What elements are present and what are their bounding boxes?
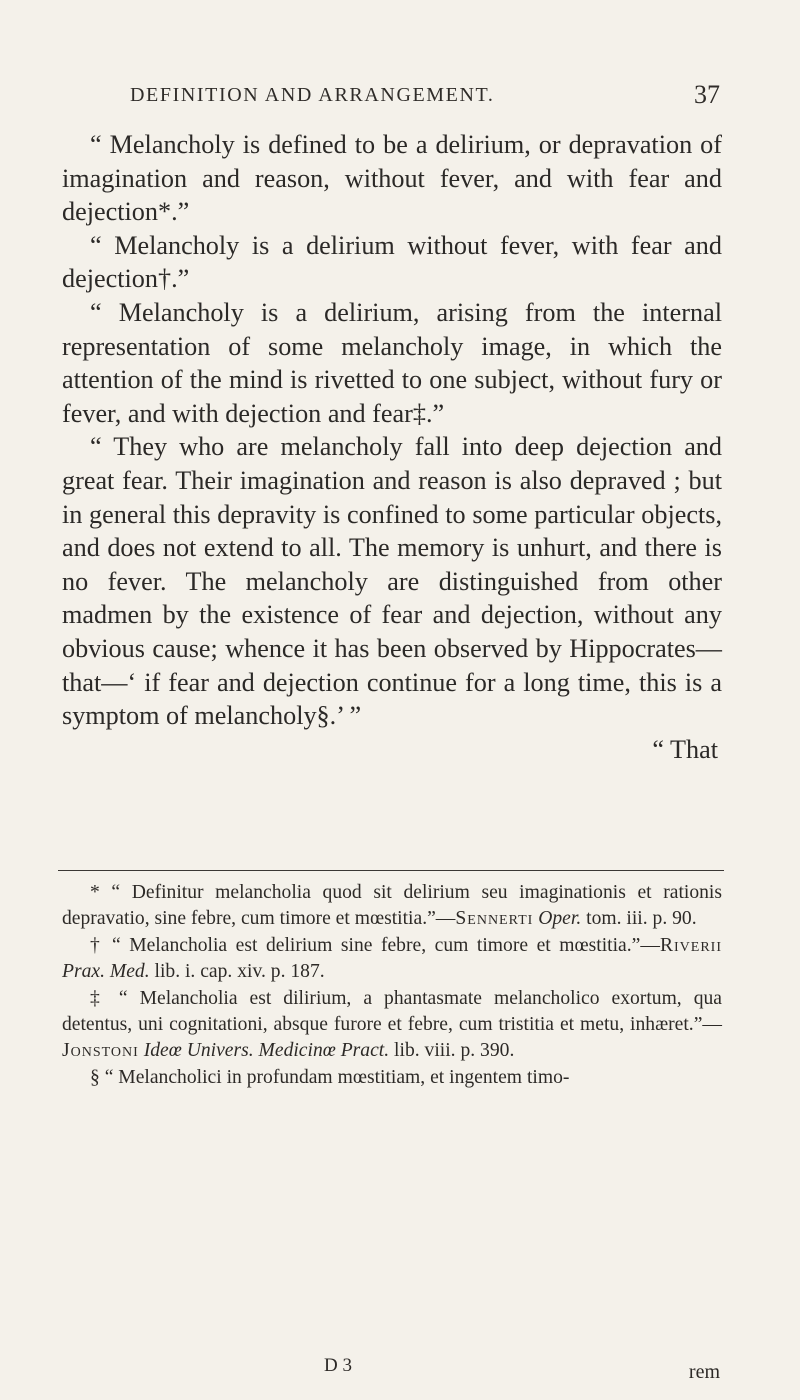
footnote-2-author: Riverii xyxy=(659,934,722,956)
paragraph-1: “ Melancholy is defined to be a delirium, or depravation of imagination and reason, without fever, and with fear and dejection*.” xyxy=(62,130,722,227)
footnote-1 xyxy=(62,880,722,933)
footnote-2-text: † “ Melancholia est delirium sine febre, cum timore et mœstitia.”— xyxy=(90,934,660,956)
signature-mark: D 3 xyxy=(324,1355,352,1376)
footnote-2-work: Prax. Med. xyxy=(62,961,150,983)
footnote-1-ref: tom. iii. p. 90. xyxy=(581,908,697,930)
footnote-4 xyxy=(62,1065,722,1091)
footnote-1-author: Sennerti xyxy=(455,908,534,930)
footnote-3-work: Ideœ Univers. Medicinœ Pract. xyxy=(143,1040,390,1062)
footnote-2-ref: lib. i. cap. xiv. p. 187. xyxy=(149,961,325,983)
page-number: 37 xyxy=(694,80,720,109)
running-title: DEFINITION AND ARRANGEMENT. xyxy=(130,84,495,106)
footnote-1-work: Oper. xyxy=(538,908,582,930)
paragraph-3: “ Melancholy is a delirium, arising from the internal representation of some melancholy image, in which the attention of the mind is rivetted to one subject, without fury or fever, and with dejection and fear‡.” xyxy=(62,297,722,428)
footnote-3 xyxy=(62,986,722,1065)
footnote-rule xyxy=(58,870,724,871)
footnote-4-text: § “ Melancholici in profundam mœstitiam, et ingentem timo- xyxy=(90,1066,570,1088)
footnote-3-author: Jonstoni xyxy=(62,1040,139,1062)
bottom-catchword: rem xyxy=(688,1361,720,1383)
paragraph-4: “ They who are melancholy fall into deep dejection and great fear. Their imagination and reason is also depraved ; but in general this depravity is confined to some particular objects, and does not extend to all. The memory is unhurt, and there is no fever. The melancholy are distinguished from other madmen by the existence of fear and dejection, without any obvious cause; whence it has been observed by Hippocrates— that—‘ if fear and dejection continue for a long time, this is a symptom of melancholy§.’ ” xyxy=(62,432,722,731)
footnote-3-ref: lib. viii. p. 390. xyxy=(389,1040,515,1062)
catchword: “ That xyxy=(652,734,718,764)
footnotes xyxy=(62,880,722,1091)
running-header xyxy=(130,80,720,114)
paragraph-2: “ Melancholy is a delirium without fever, with fear and dejection†.” xyxy=(62,230,722,294)
main-text xyxy=(62,128,722,766)
footnote-3-text: ‡ “ Melancholia est dilirium, a phantasmate melancholico exortum, qua detentus, uni cognitationi, absque furore et febre, cum tristitia et metu, inhæret.”— xyxy=(62,987,722,1036)
footnote-1-text: * “ Definitur melancholia quod sit delirium seu imaginationis et rationis depravatio, sine febre, cum timore et mœstitia.”— xyxy=(62,882,722,930)
footnote-2 xyxy=(62,933,722,986)
